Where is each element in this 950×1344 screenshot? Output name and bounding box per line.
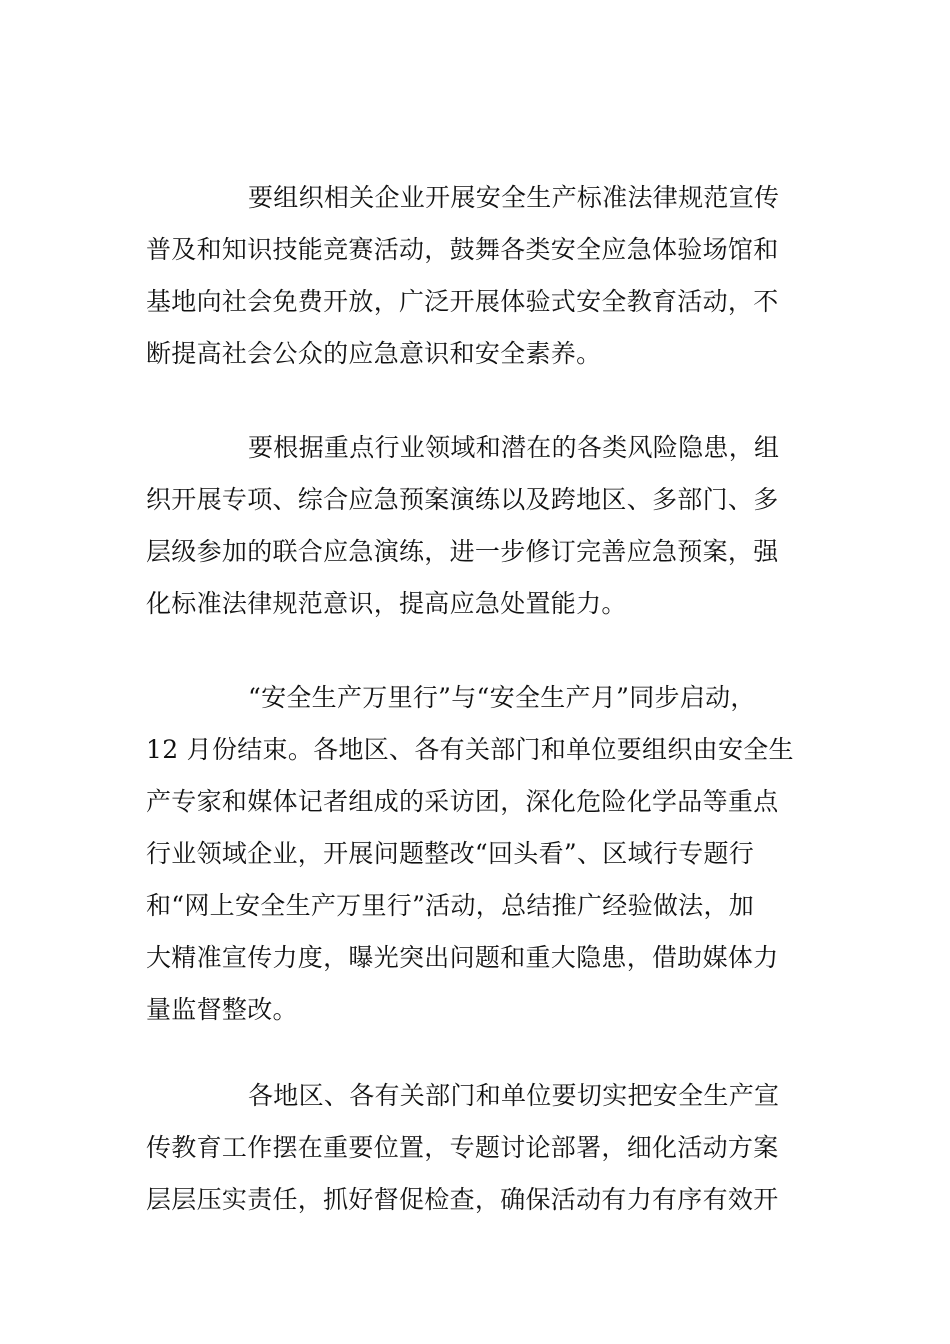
paragraph-line: 要组织相关企业开展安全生产标准法律规范宣传 bbox=[248, 183, 780, 212]
paragraph-line: 和“网上安全生产万里行”活动，总结推广经验做法，加 bbox=[146, 891, 755, 920]
paragraph-line: 行业领域企业，开展问题整改“回头看”、区域行专题行 bbox=[146, 839, 755, 868]
paragraph-line: 各地区、各有关部门和单位要切实把安全生产宣 bbox=[248, 1081, 780, 1110]
paragraph-line: 12 月份结束。各地区、各有关部门和单位要组织由安全生 bbox=[146, 735, 794, 764]
paragraph-line: 断提高社会公众的应急意识和安全素养。 bbox=[146, 339, 602, 368]
paragraph-line: 传教育工作摆在重要位置，专题讨论部署，细化活动方案 bbox=[146, 1133, 779, 1162]
paragraph-2 bbox=[146, 422, 806, 630]
paragraph-4 bbox=[146, 1070, 806, 1226]
paragraph-1 bbox=[146, 172, 806, 380]
paragraph-line: 普及和知识技能竞赛活动，鼓舞各类安全应急体验场馆和 bbox=[146, 235, 779, 264]
paragraph-line: 层级参加的联合应急演练，进一步修订完善应急预案，强 bbox=[146, 537, 779, 566]
paragraph-line: 产专家和媒体记者组成的采访团，深化危险化学品等重点 bbox=[146, 787, 779, 816]
paragraph-line: 大精准宣传力度，曝光突出问题和重大隐患，借助媒体力 bbox=[146, 943, 779, 972]
paragraph-line: 化标准法律规范意识，提高应急处置能力。 bbox=[146, 589, 627, 618]
paragraph-line: 层层压实责任，抓好督促检查，确保活动有力有序有效开 bbox=[146, 1185, 779, 1214]
paragraph-line: 基地向社会免费开放，广泛开展体验式安全教育活动，不 bbox=[146, 287, 779, 316]
paragraph-line: “安全生产万里行”与“安全生产月”同步启动， bbox=[248, 683, 756, 712]
paragraph-3 bbox=[146, 672, 806, 1036]
paragraph-line: 量监督整改。 bbox=[146, 995, 298, 1024]
paragraph-line: 要根据重点行业领域和潜在的各类风险隐患，组 bbox=[248, 433, 780, 462]
paragraph-line: 织开展专项、综合应急预案演练以及跨地区、多部门、多 bbox=[146, 485, 779, 514]
